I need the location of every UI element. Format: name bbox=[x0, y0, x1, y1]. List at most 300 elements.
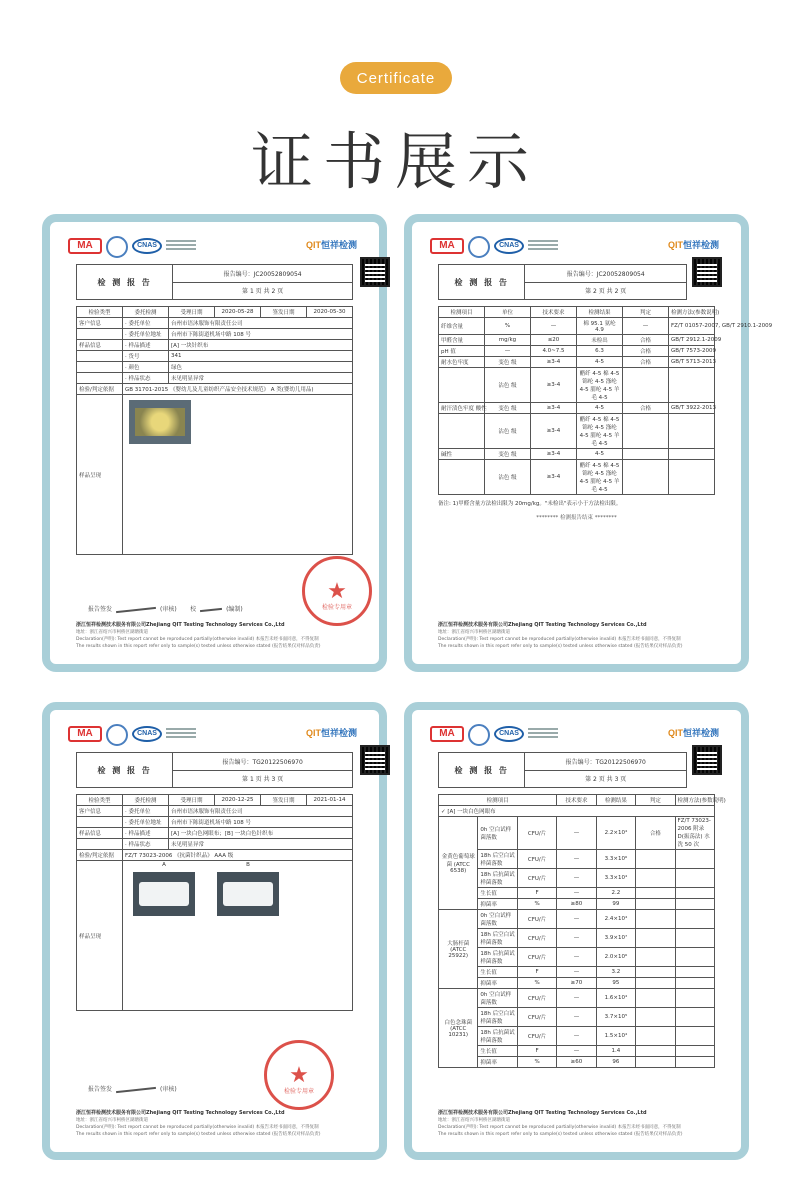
table-cell: 合格 bbox=[623, 335, 669, 346]
table-cell: 2.2×10⁴ bbox=[596, 817, 635, 850]
table-cell bbox=[636, 850, 675, 869]
signature-scribble bbox=[116, 1087, 156, 1093]
table-cell bbox=[123, 861, 353, 1011]
logo-bar bbox=[64, 234, 365, 260]
table-row bbox=[77, 806, 353, 817]
table-cell: 2.0×10⁶ bbox=[596, 948, 635, 967]
table-cell: FZ/T 01057-2007, GB/T 2910.1-2009 bbox=[669, 318, 715, 335]
certificate-card-2[interactable] bbox=[404, 214, 773, 672]
table-cell: 签发日期 bbox=[261, 795, 307, 806]
table-cell: 耐汗渍色牢度 酸性 bbox=[439, 403, 485, 414]
table-cell: 3.7×10⁵ bbox=[596, 1008, 635, 1027]
table-cell: CFU/片 bbox=[517, 929, 556, 948]
table-cell: 18h 后空白试样菌落数 bbox=[478, 929, 517, 948]
table-cell: GB/T 5713-2013 bbox=[669, 357, 715, 368]
accreditation-text-icon bbox=[528, 240, 558, 252]
table-row bbox=[77, 362, 353, 373]
table-row bbox=[439, 850, 715, 869]
report-footer: 浙江恒祥检测技术服务有限公司Zhejiang QIT Testing Technology Services Co.,Ltd 地址：浙江省绍兴市柯桥区湖塘街道 Declaration(声明): Test report cannot be reproduced partially(otherwise invalid) 本报告未经书面同意，不得复制 The results shown in this report refer only to sample(s) tested unless otherwise stated (报告结果仅对样品负责) bbox=[438, 1110, 683, 1137]
table-cell: 2.4×10⁴ bbox=[596, 910, 635, 929]
table-cell: — bbox=[557, 910, 596, 929]
table-cell: 醋纤 4-5 棉 4-5 锦纶 4-5 涤纶 4-5 腈纶 4-5 羊毛 4-5 bbox=[577, 368, 623, 403]
column-header: 检测方法(参数说明) bbox=[669, 307, 715, 318]
table-cell: 3.3×10⁶ bbox=[596, 850, 635, 869]
table-cell: 醋纤 4-5 棉 4-5 锦纶 4-5 涤纶 4-5 腈纶 4-5 羊毛 4-5 bbox=[577, 414, 623, 449]
accreditation-text-icon bbox=[166, 240, 196, 252]
table-cell: GB/T 7573-2009 bbox=[669, 346, 715, 357]
table-cell: 1.6×10⁴ bbox=[596, 989, 635, 1008]
table-cell bbox=[636, 929, 675, 948]
certificate-sheet bbox=[64, 722, 365, 1142]
table-cell: 0h 空白试样菌落数 bbox=[478, 817, 517, 850]
table-cell: 沾色 级 bbox=[485, 368, 531, 403]
table-cell bbox=[623, 449, 669, 460]
table-cell bbox=[675, 989, 714, 1008]
table-cell: GB/T 3922-2013 bbox=[669, 403, 715, 414]
table-cell bbox=[636, 1027, 675, 1046]
table-cell: % bbox=[517, 899, 556, 910]
table-cell: ≥3-4 bbox=[531, 449, 577, 460]
table-row bbox=[439, 449, 715, 460]
table-cell bbox=[77, 839, 123, 850]
table-cell bbox=[675, 929, 714, 948]
report-header bbox=[438, 264, 687, 300]
table-cell: CFU/片 bbox=[517, 1008, 556, 1027]
report-number: 报告编号：JC20052809054 bbox=[173, 265, 352, 283]
table-row bbox=[439, 414, 715, 449]
table-cell: 绿色 bbox=[169, 362, 353, 373]
table-cell: % bbox=[517, 978, 556, 989]
table-cell: · 样品描述 bbox=[123, 828, 169, 839]
table-cell: — bbox=[531, 318, 577, 335]
qit-logo: QIT恒祥检测 bbox=[667, 728, 719, 738]
table-cell: 1.5×10⁴ bbox=[596, 1027, 635, 1046]
table-cell: — bbox=[485, 346, 531, 357]
table-cell: 耐水色牢度 bbox=[439, 357, 485, 368]
table-cell: 18h 后空白试样菌落数 bbox=[478, 1008, 517, 1027]
table-cell bbox=[439, 368, 485, 403]
table-cell: 341 bbox=[169, 351, 353, 362]
table-cell: — bbox=[557, 1027, 596, 1046]
table-cell: · 样品状态 bbox=[123, 839, 169, 850]
table-row bbox=[439, 1008, 715, 1027]
table-cell: CFU/片 bbox=[517, 989, 556, 1008]
table-cell: 检验类型 bbox=[77, 795, 123, 806]
page-heading: 证书展示 bbox=[250, 125, 539, 198]
table-cell: · 样品描述 bbox=[123, 340, 169, 351]
table-row bbox=[439, 403, 715, 414]
table-cell: 1.4 bbox=[596, 1046, 635, 1057]
table-row bbox=[439, 888, 715, 899]
table-cell: 2020-12-25 bbox=[215, 795, 261, 806]
sample-photo bbox=[133, 872, 195, 916]
cnas-logo-icon: CNAS bbox=[494, 726, 524, 742]
table-cell: % bbox=[485, 318, 531, 335]
qit-logo: QIT恒祥检测 bbox=[667, 240, 719, 250]
table-cell: 99 bbox=[596, 899, 635, 910]
qit-logo: QIT恒祥检测 bbox=[305, 728, 357, 738]
ilac-logo-icon bbox=[106, 724, 128, 746]
table-cell: — bbox=[557, 1008, 596, 1027]
table-cell bbox=[77, 373, 123, 384]
table-cell: — bbox=[557, 967, 596, 978]
table-row bbox=[439, 1046, 715, 1057]
table-cell bbox=[675, 1027, 714, 1046]
column-header: 单位 bbox=[485, 307, 531, 318]
qit-logo: QIT恒祥检测 bbox=[305, 240, 357, 250]
table-cell: 3.2 bbox=[596, 967, 635, 978]
table-cell: 合格 bbox=[623, 403, 669, 414]
table-cell bbox=[636, 1046, 675, 1057]
table-row bbox=[439, 335, 715, 346]
table-cell: · 委托单位地址 bbox=[123, 817, 169, 828]
table-row bbox=[439, 357, 715, 368]
page-number: 第 1 页 共 2 页 bbox=[242, 288, 284, 296]
table-cell bbox=[623, 414, 669, 449]
certificate-sheet bbox=[426, 234, 773, 654]
report-title: 检 测 报 告 bbox=[77, 265, 173, 299]
table-cell: 沾色 级 bbox=[485, 460, 531, 495]
column-header: 判定 bbox=[623, 307, 669, 318]
table-cell: % bbox=[517, 1057, 556, 1068]
table-cell bbox=[675, 1008, 714, 1027]
table-cell: 金黄色葡萄球菌 (ATCC 6538) bbox=[439, 817, 478, 910]
table-row bbox=[439, 967, 715, 978]
table-cell: 受理日期 bbox=[169, 795, 215, 806]
table-cell: 白色念珠菌 (ATCC 10231) bbox=[439, 989, 478, 1068]
table-cell: CFU/片 bbox=[517, 869, 556, 888]
table-cell: 合格 bbox=[623, 357, 669, 368]
page-number: 第 2 页 共 3 页 bbox=[585, 776, 627, 784]
column-header: 检测项目 bbox=[439, 795, 557, 806]
column-header: 检测项目 bbox=[439, 307, 485, 318]
report-title: 检 测 报 告 bbox=[439, 265, 525, 299]
table-row bbox=[77, 850, 353, 861]
table-row bbox=[77, 795, 353, 806]
table-cell bbox=[675, 899, 714, 910]
table-cell: 3.3×10⁴ bbox=[596, 869, 635, 888]
table-cell: 未检出 bbox=[577, 335, 623, 346]
table-cell: 2020-05-30 bbox=[307, 307, 353, 318]
test-results-table bbox=[438, 306, 773, 495]
table-cell: ≥80 bbox=[557, 899, 596, 910]
table-cell: [A] 一块针织布 bbox=[169, 340, 353, 351]
table-cell: — bbox=[557, 929, 596, 948]
table-cell bbox=[636, 899, 675, 910]
signature-row: 报告签发 (审核) bbox=[88, 1086, 177, 1093]
table-cell bbox=[77, 329, 123, 340]
table-cell: 变色 级 bbox=[485, 357, 531, 368]
certificate-card-4[interactable] bbox=[404, 702, 749, 1160]
sample-photo bbox=[217, 872, 279, 916]
table-cell: 客户信息 bbox=[77, 806, 123, 817]
table-cell: 3.9×10⁷ bbox=[596, 929, 635, 948]
table-cell bbox=[77, 817, 123, 828]
table-row bbox=[77, 395, 353, 555]
table-cell: 受理日期 bbox=[169, 307, 215, 318]
table-cell: 抑菌率 bbox=[478, 899, 517, 910]
table-cell: — bbox=[557, 948, 596, 967]
table-cell: ✓ [A] 一块白色网眼布 bbox=[439, 806, 715, 817]
table-cell: 台州市语沐服饰有限责任公司 bbox=[169, 318, 353, 329]
report-number: 报告编号：JC20052809054 bbox=[525, 265, 686, 283]
report-end: ******** 检测报告结束 ******** bbox=[536, 515, 617, 521]
column-header: 检测方法(参数说明) bbox=[675, 795, 714, 806]
table-cell: 大肠杆菌 (ATCC 25922) bbox=[439, 910, 478, 989]
cnas-logo-icon: CNAS bbox=[132, 238, 162, 254]
table-cell bbox=[439, 460, 485, 495]
table-cell: F bbox=[517, 1046, 556, 1057]
antibacterial-results-table bbox=[438, 794, 726, 1068]
table-row bbox=[77, 373, 353, 384]
cma-logo-icon: MA bbox=[68, 726, 102, 742]
table-cell: — bbox=[557, 989, 596, 1008]
table-cell: pH 值 bbox=[439, 346, 485, 357]
table-cell: 合格 bbox=[623, 346, 669, 357]
table-row bbox=[77, 861, 353, 1011]
qr-code-icon bbox=[360, 745, 390, 775]
table-cell bbox=[623, 368, 669, 403]
report-header bbox=[76, 264, 353, 300]
ilac-logo-icon bbox=[468, 724, 490, 746]
report-footer: 浙江恒祥检测技术服务有限公司Zhejiang QIT Testing Technology Services Co.,Ltd 地址：浙江省绍兴市柯桥区湖塘街道 Declaration(声明): Test report cannot be reproduced partially(otherwise invalid) 本报告未经书面同意，不得复制 The results shown in this report refer only to sample(s) tested unless otherwise stated (报告结果仅对样品负责) bbox=[438, 622, 683, 649]
table-cell: ≤20 bbox=[531, 335, 577, 346]
table-cell: 客户信息 bbox=[77, 318, 123, 329]
table-row bbox=[439, 948, 715, 967]
table-cell: 变色 级 bbox=[485, 403, 531, 414]
table-cell bbox=[675, 888, 714, 899]
logo-bar bbox=[426, 234, 727, 260]
table-row bbox=[77, 329, 353, 340]
signature-row: 报告签发 (审核) 校 (编制) bbox=[88, 606, 243, 613]
table-cell: CFU/片 bbox=[517, 1027, 556, 1046]
signature-scribble bbox=[116, 607, 156, 613]
ilac-logo-icon bbox=[106, 236, 128, 258]
table-row bbox=[77, 351, 353, 362]
table-row bbox=[439, 1027, 715, 1046]
table-row bbox=[439, 806, 715, 817]
table-cell: — bbox=[557, 817, 596, 850]
report-info-table bbox=[76, 794, 353, 1011]
table-cell bbox=[636, 869, 675, 888]
table-row bbox=[439, 817, 715, 850]
table-row bbox=[439, 978, 715, 989]
table-cell: 18h 后空白试样菌落数 bbox=[478, 850, 517, 869]
table-row bbox=[77, 828, 353, 839]
table-cell: 4-5 bbox=[577, 357, 623, 368]
table-cell: CFU/片 bbox=[517, 817, 556, 850]
table-row bbox=[439, 795, 715, 806]
table-cell bbox=[675, 948, 714, 967]
table-cell bbox=[623, 460, 669, 495]
table-cell: 检验/判定依据 bbox=[77, 384, 123, 395]
column-header: 检测结果 bbox=[577, 307, 623, 318]
table-cell bbox=[675, 978, 714, 989]
table-cell bbox=[77, 351, 123, 362]
table-cell: F bbox=[517, 967, 556, 978]
table-cell: 未见明显异常 bbox=[169, 839, 353, 850]
table-cell: — bbox=[557, 1046, 596, 1057]
cnas-logo-icon: CNAS bbox=[132, 726, 162, 742]
table-row bbox=[77, 817, 353, 828]
table-cell: 4-5 bbox=[577, 449, 623, 460]
table-cell bbox=[675, 910, 714, 929]
table-cell: CFU/片 bbox=[517, 948, 556, 967]
table-cell: FZ/T 73023-2006 《抗菌针织品》 AAA 级 bbox=[123, 850, 353, 861]
table-cell: ≥3-4 bbox=[531, 368, 577, 403]
table-cell: ≥70 bbox=[557, 978, 596, 989]
table-cell: 台州市下陈街道机场中路 108 号 bbox=[169, 817, 353, 828]
table-cell: · 货号 bbox=[123, 351, 169, 362]
photo-label: A bbox=[162, 862, 166, 868]
report-footer: 浙江恒祥检测技术服务有限公司Zhejiang QIT Testing Technology Services Co.,Ltd 地址：浙江省绍兴市柯桥区湖塘街道 Declaration(声明): Test report cannot be reproduced partially(otherwise invalid) 本报告未经书面同意，不得复制 The results shown in this report refer only to sample(s) tested unless otherwise stated (报告结果仅对样品负责) bbox=[76, 622, 321, 649]
table-cell bbox=[675, 1057, 714, 1068]
table-cell: F bbox=[517, 888, 556, 899]
table-cell: ≥3-4 bbox=[531, 357, 577, 368]
certificate-badge: Certificate bbox=[340, 62, 452, 94]
table-row bbox=[439, 869, 715, 888]
table-cell: GB 31701-2015 《婴幼儿及儿童纺织产品安全技术规范》 A 类(婴幼儿用品) bbox=[123, 384, 353, 395]
table-row bbox=[439, 460, 715, 495]
table-cell: 抑菌率 bbox=[478, 978, 517, 989]
accreditation-text-icon bbox=[528, 728, 558, 740]
table-cell: — bbox=[557, 888, 596, 899]
table-cell: · 委托单位地址 bbox=[123, 329, 169, 340]
table-cell: 样品信息 bbox=[77, 828, 123, 839]
table-cell: ≥3-4 bbox=[531, 460, 577, 495]
column-header: 判定 bbox=[636, 795, 675, 806]
table-row bbox=[77, 318, 353, 329]
table-cell bbox=[669, 449, 715, 460]
table-cell bbox=[675, 869, 714, 888]
table-cell: 生长值 bbox=[478, 888, 517, 899]
qr-code-icon bbox=[692, 745, 722, 775]
photo-label: B bbox=[246, 862, 250, 868]
logo-bar bbox=[64, 722, 365, 748]
report-title: 检 测 报 告 bbox=[77, 753, 173, 787]
table-cell: 碱性 bbox=[439, 449, 485, 460]
table-row bbox=[77, 384, 353, 395]
table-cell bbox=[669, 414, 715, 449]
table-cell bbox=[123, 395, 353, 555]
cnas-logo-icon: CNAS bbox=[494, 238, 524, 254]
table-cell: 沾色 级 bbox=[485, 414, 531, 449]
report-header bbox=[76, 752, 353, 788]
table-cell bbox=[636, 948, 675, 967]
page-number: 第 1 页 共 3 页 bbox=[242, 776, 284, 784]
table-row bbox=[439, 929, 715, 948]
table-row bbox=[439, 910, 715, 929]
table-row bbox=[439, 1057, 715, 1068]
table-row bbox=[439, 989, 715, 1008]
report-header bbox=[438, 752, 687, 788]
table-cell bbox=[636, 888, 675, 899]
table-cell bbox=[439, 414, 485, 449]
report-number: 报告编号：TG20122506970 bbox=[173, 753, 352, 771]
cma-logo-icon: MA bbox=[430, 238, 464, 254]
table-cell bbox=[636, 978, 675, 989]
table-cell: 4.0~7.5 bbox=[531, 346, 577, 357]
report-title: 检 测 报 告 bbox=[439, 753, 525, 787]
column-header: 技术要求 bbox=[531, 307, 577, 318]
ilac-logo-icon bbox=[468, 236, 490, 258]
inspection-stamp: ★ 检验专用章 bbox=[302, 556, 372, 626]
table-cell: 95 bbox=[596, 978, 635, 989]
table-row bbox=[439, 318, 715, 335]
table-cell: — bbox=[557, 850, 596, 869]
accreditation-text-icon bbox=[166, 728, 196, 740]
certificate-sheet bbox=[426, 722, 727, 1142]
sample-photo bbox=[129, 400, 191, 444]
table-cell: 委托检测 bbox=[123, 795, 169, 806]
table-row bbox=[439, 368, 715, 403]
table-cell: 纤维含量 bbox=[439, 318, 485, 335]
column-header: 技术要求 bbox=[557, 795, 596, 806]
table-cell: 签发日期 bbox=[261, 307, 307, 318]
table-cell: 合格 bbox=[636, 817, 675, 850]
table-cell: 18h 后抗菌试样菌落数 bbox=[478, 869, 517, 888]
table-cell bbox=[675, 1046, 714, 1057]
table-cell: 4-5 bbox=[577, 403, 623, 414]
table-cell bbox=[636, 989, 675, 1008]
table-cell: 2020-05-28 bbox=[215, 307, 261, 318]
table-cell bbox=[636, 1008, 675, 1027]
table-cell: 台州市语沐服饰有限责任公司 bbox=[169, 806, 353, 817]
table-cell: 抑菌率 bbox=[478, 1057, 517, 1068]
certificate-card-3[interactable] bbox=[42, 702, 387, 1160]
table-row bbox=[439, 899, 715, 910]
table-cell: CFU/片 bbox=[517, 850, 556, 869]
table-cell: CFU/片 bbox=[517, 910, 556, 929]
table-row bbox=[439, 307, 715, 318]
table-cell: 台州市下陈街道机场中路 108 号 bbox=[169, 329, 353, 340]
table-cell: 甲醛含量 bbox=[439, 335, 485, 346]
signature-scribble bbox=[200, 608, 222, 612]
table-cell: 18h 后抗菌试样菌落数 bbox=[478, 948, 517, 967]
table-cell: ≥3-4 bbox=[531, 403, 577, 414]
table-cell: 棉 95.1 氨纶 4.9 bbox=[577, 318, 623, 335]
table-cell bbox=[77, 362, 123, 373]
inspection-stamp: ★ 检验专用章 bbox=[264, 1040, 334, 1110]
table-cell: ≥3-4 bbox=[531, 414, 577, 449]
table-cell: 生长值 bbox=[478, 967, 517, 978]
table-cell: 0h 空白试样菌落数 bbox=[478, 989, 517, 1008]
table-cell: 委托检测 bbox=[123, 307, 169, 318]
qr-code-icon bbox=[692, 257, 722, 287]
table-cell: 样品信息 bbox=[77, 340, 123, 351]
table-cell: · 颜色 bbox=[123, 362, 169, 373]
table-cell: · 委托单位 bbox=[123, 806, 169, 817]
table-cell: — bbox=[557, 869, 596, 888]
table-cell bbox=[636, 967, 675, 978]
table-cell: 96 bbox=[596, 1057, 635, 1068]
table-cell: mg/kg bbox=[485, 335, 531, 346]
cma-logo-icon: MA bbox=[430, 726, 464, 742]
certificate-card-1[interactable] bbox=[42, 214, 387, 672]
table-cell: · 委托单位 bbox=[123, 318, 169, 329]
table-cell bbox=[675, 967, 714, 978]
table-cell: 0h 空白试样菌落数 bbox=[478, 910, 517, 929]
table-cell: [A] 一块白色网眼布；[B] 一块白色针织布 bbox=[169, 828, 353, 839]
report-note: 备注: 1)甲醛含量方法检出限为 20mg/kg。"未检出"表示小于方法检出限。 bbox=[438, 501, 622, 507]
report-footer: 浙江恒祥检测技术服务有限公司Zhejiang QIT Testing Technology Services Co.,Ltd 地址：浙江省绍兴市柯桥区湖塘街道 Declaration(声明): Test report cannot be reproduced partially(otherwise invalid) 本报告未经书面同意，不得复制 The results shown in this report refer only to sample(s) tested unless otherwise stated (报告结果仅对样品负责) bbox=[76, 1110, 321, 1137]
qr-code-icon bbox=[360, 257, 390, 287]
table-row bbox=[77, 839, 353, 850]
table-cell: 生长值 bbox=[478, 1046, 517, 1057]
table-cell: ≥60 bbox=[557, 1057, 596, 1068]
table-cell: 2021-01-14 bbox=[307, 795, 353, 806]
certificate-sheet bbox=[64, 234, 365, 654]
